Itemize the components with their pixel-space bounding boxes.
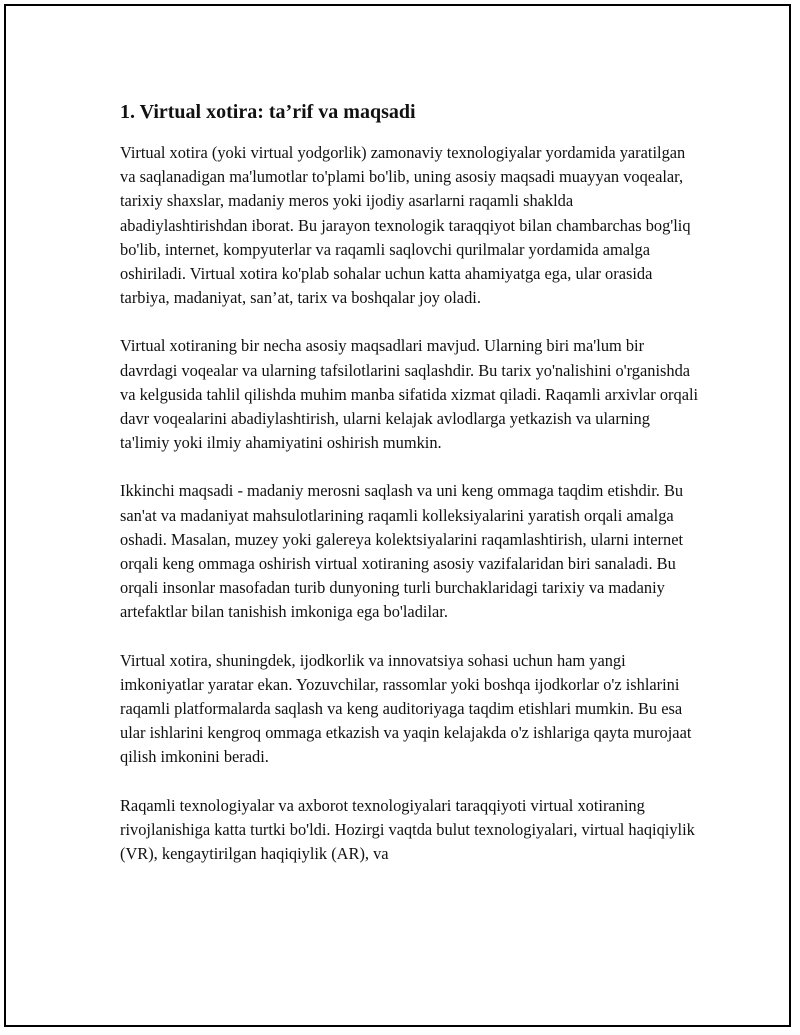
paragraph-5: Raqamli texnologiyalar va axborot texnologiyalari taraqqiyoti virtual xotiraning rivojlanishiga katta turtki bo'ldi. Hozirgi vaqtda bulut texnologiyalari, virtual haqiqiylik (VR), kengaytirilgan haqiqiylik (AR), va: [120, 795, 695, 864]
document-page: [4, 4, 791, 1027]
paragraph-1: Virtual xotira (yoki virtual yodgorlik) zamonaviy texnologiyalar yordamida yaratilgan va saqlanadigan ma'lumotlar to'plami bo'lib, uning asosiy maqsadi muayyan voqealar, tarixiy shaxslar, madaniy meros yoki ijodiy asarlarni raqamli shaklda abadiylashtirishdan iborat. Bu jarayon texnologik taraqqiyot bilan chambarchas bog'liq bo'lib, internet, kompyuterlar va raqamli saqlovchi qurilmalar yordamida amalga oshiriladi. Virtual xotira ko'plab sohalar uchun katta ahamiyatga ega, ular orasida tarbiya, madaniyat, san’at, tarix va boshqalar joy oladi.: [120, 143, 691, 308]
paragraph-3: Ikkinchi maqsadi - madaniy merosni saqlash va uni keng ommaga taqdim etishdir. Bu san'at va madaniyat mahsulotlarining raqamli kolleksiyalarini yaratish orqali amalga oshadi. Masalan, muzey yoki galereya kolektsiyalarini raqamlashtirish, ularni internet orqali keng ommaga oshirish virtual xotiraning asosiy vazifalaridan biri sanaladi. Bu orqali insonlar masofadan turib dunyoning turli burchaklaridagi tarixiy va madaniy artefaktlar bilan tanishish imkoniga ega bo'ladilar.: [120, 481, 684, 622]
paragraph-2: Virtual xotiraning bir necha asosiy maqsadlari mavjud. Ularning biri ma'lum bir davrdagi voqealar va ularning tafsilotlarini saqlashdir. Bu tarix yo'nalishini o'rganishda va kelgusida tahlil qilishda muhim manba sifatida xizmat qiladi. Raqamli arxivlar orqali davr voqealarini abadiylashtirish, ularni kelajak avlodlarga yetkazish va ularning ta'limiy yoki ilmiy ahamiyatini oshirish mumkin.: [120, 336, 699, 453]
document-body: [120, 99, 700, 890]
paragraph-4: Virtual xotira, shuningdek, ijodkorlik va innovatsiya sohasi uchun ham yangi imkoniyatlar yaratar ekan. Yozuvchilar, rassomlar yoki boshqa ijodkorlar o'z ishlarini raqamli platformalarda saqlash va keng auditoriyaga taqdim etishlari mumkin. Bu esa ular ishlarini kengroq ommaga etkazish va yaqin kelajakda o'z ishlariga qayta murojaat qilish imkonini beradi.: [120, 650, 692, 767]
section-heading: 1. Virtual xotira: ta’rif va maqsadi: [120, 101, 416, 123]
